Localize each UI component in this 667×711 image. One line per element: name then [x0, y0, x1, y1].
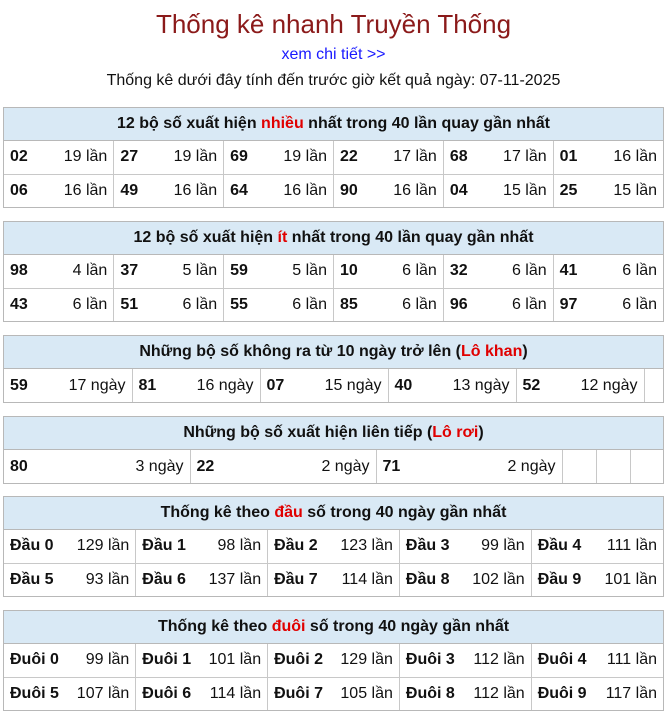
- occurrence-count: 111 lần: [606, 651, 657, 669]
- duoi-section: [3, 610, 664, 711]
- table-row: [4, 288, 663, 321]
- lo-number: 90: [333, 174, 366, 207]
- empty-cell: [644, 369, 667, 402]
- head-digit-label: Đầu 2: [268, 530, 330, 563]
- lo-number: 06: [4, 174, 37, 207]
- section-header: Thống kê theo đầu số trong 40 ngày gần nhất: [4, 497, 663, 530]
- tail-digit-label: Đuôi 9: [531, 677, 593, 710]
- occurrence-count: 93 lần: [66, 563, 136, 596]
- least-frequent-table: [4, 255, 663, 321]
- occurrence-count: 99 lần: [85, 651, 130, 669]
- occurrence-count: 19 lần: [173, 148, 218, 166]
- head-digit-label: Đầu 3: [399, 530, 461, 563]
- tail-digit-label: Đuôi 3: [399, 644, 461, 677]
- duoi-table: [4, 644, 663, 710]
- occurrence-count: 16 lần: [147, 174, 224, 207]
- occurrence-count: 101 lần: [593, 563, 663, 596]
- lo-number: 71: [376, 450, 416, 483]
- most-frequent-section: [3, 107, 664, 208]
- table-row: [4, 369, 667, 402]
- least-frequent-section: [3, 221, 664, 322]
- occurrence-count: 16 lần: [613, 148, 657, 166]
- occurrence-count: 19 lần: [283, 148, 327, 166]
- occurrence-count: 6 lần: [476, 288, 553, 321]
- head-digit-label: Đầu 0: [10, 537, 54, 555]
- occurrence-count: 117 lần: [593, 677, 663, 710]
- table-row: [4, 174, 663, 207]
- head-digit-label: Đầu 8: [399, 563, 461, 596]
- empty-cell: [596, 450, 630, 483]
- occurrence-count: 123 lần: [340, 537, 393, 555]
- lo-number: 10: [333, 255, 366, 288]
- day-count: 15 ngày: [324, 376, 382, 394]
- occurrence-count: 5 lần: [292, 262, 327, 280]
- lo-number: 27: [114, 141, 147, 174]
- lo-number: 32: [443, 255, 476, 288]
- occurrence-count: 16 lần: [366, 174, 443, 207]
- tail-digit-label: Đuôi 1: [136, 644, 198, 677]
- day-count: 3 ngày: [135, 457, 184, 475]
- section-header: Những bộ số không ra từ 10 ngày trở lên (Lô khan): [4, 336, 663, 369]
- most-frequent-table: [4, 141, 663, 207]
- tail-digit-label: Đuôi 8: [399, 677, 461, 710]
- dau-table: [4, 530, 663, 596]
- occurrence-count: 16 lần: [37, 174, 114, 207]
- occurrence-count: 111 lần: [606, 537, 657, 555]
- occurrence-count: 16 lần: [256, 174, 333, 207]
- lo-khan-section: [3, 335, 664, 403]
- table-row: [4, 563, 663, 596]
- dau-section: [3, 496, 664, 597]
- page-title: Thống kê nhanh Truyền Thống: [155, 9, 512, 39]
- lo-roi-section: [3, 416, 664, 484]
- lo-number: 22: [190, 450, 230, 483]
- lo-number: 59: [224, 255, 257, 288]
- occurrence-count: 98 lần: [217, 537, 262, 555]
- lo-number: 43: [4, 288, 37, 321]
- tail-digit-label: Đuôi 7: [268, 677, 330, 710]
- head-digit-label: Đầu 9: [531, 563, 593, 596]
- occurrence-count: 6 lần: [366, 288, 443, 321]
- table-row: [4, 141, 663, 174]
- section-header: Những bộ số xuất hiện liên tiếp (Lô rơi): [4, 417, 663, 450]
- lo-number: 52: [516, 369, 556, 402]
- occurrence-count: 114 lần: [198, 677, 268, 710]
- occurrence-count: 6 lần: [256, 288, 333, 321]
- lo-number: 97: [553, 288, 586, 321]
- occurrence-count: 114 lần: [329, 563, 399, 596]
- occurrence-count: 15 lần: [586, 174, 663, 207]
- occurrence-count: 102 lần: [461, 563, 531, 596]
- page-subtitle: Thống kê dưới đây tính đến trước giờ kết quả ngày: 07-11-2025: [106, 72, 561, 89]
- head-digit-label: Đầu 6: [136, 563, 198, 596]
- detail-link[interactable]: xem chi tiết >>: [281, 46, 386, 63]
- lo-number: 59: [10, 376, 28, 394]
- tail-digit-label: Đuôi 2: [268, 644, 330, 677]
- table-row: [4, 644, 663, 677]
- lo-number: 81: [132, 369, 172, 402]
- empty-cell: [562, 450, 596, 483]
- section-header: Thống kê theo đuôi số trong 40 ngày gần nhất: [4, 611, 663, 644]
- occurrence-count: 5 lần: [182, 262, 218, 280]
- table-row: [4, 530, 663, 563]
- lo-number: 64: [224, 174, 257, 207]
- lo-number: 69: [224, 141, 257, 174]
- lo-roi-table: [4, 450, 663, 483]
- lo-number: 49: [114, 174, 147, 207]
- occurrence-count: 99 lần: [481, 537, 525, 555]
- occurrence-count: 6 lần: [586, 288, 663, 321]
- day-count: 16 ngày: [196, 376, 254, 394]
- lo-khan-table: [4, 369, 667, 402]
- lo-number: 02: [10, 148, 28, 166]
- occurrence-count: 112 lần: [461, 677, 531, 710]
- head-digit-label: Đầu 4: [531, 530, 593, 563]
- empty-cell: [630, 450, 663, 483]
- occurrence-count: 129 lần: [340, 651, 393, 669]
- tail-digit-label: Đuôi 5: [4, 677, 66, 710]
- lo-number: 96: [443, 288, 476, 321]
- occurrence-count: 6 lần: [511, 262, 547, 280]
- occurrence-count: 112 lần: [473, 651, 525, 669]
- day-count: 12 ngày: [580, 376, 638, 394]
- lo-number: 01: [553, 141, 586, 174]
- day-count: 17 ngày: [68, 376, 126, 394]
- head-digit-label: Đầu 1: [136, 530, 198, 563]
- occurrence-count: 15 lần: [476, 174, 553, 207]
- head-digit-label: Đầu 5: [4, 563, 66, 596]
- tail-digit-label: Đuôi 4: [531, 644, 593, 677]
- section-header: 12 bộ số xuất hiện nhiều nhất trong 40 lần quay gần nhất: [4, 108, 663, 141]
- occurrence-count: 6 lần: [147, 288, 224, 321]
- table-row: [4, 450, 663, 483]
- lo-number: 51: [114, 288, 147, 321]
- lo-number: 55: [224, 288, 257, 321]
- occurrence-count: 4 lần: [72, 262, 108, 280]
- section-header: 12 bộ số xuất hiện ít nhất trong 40 lần quay gần nhất: [4, 222, 663, 255]
- occurrence-count: 6 lần: [402, 262, 437, 280]
- day-count: 2 ngày: [321, 457, 370, 475]
- tail-digit-label: Đuôi 0: [10, 651, 59, 669]
- table-row: [4, 255, 663, 288]
- head-digit-label: Đầu 7: [268, 563, 330, 596]
- occurrence-count: 105 lần: [329, 677, 399, 710]
- day-count: 13 ngày: [452, 376, 510, 394]
- occurrence-count: 101 lần: [208, 651, 262, 669]
- lo-number: 25: [553, 174, 586, 207]
- occurrence-count: 137 lần: [198, 563, 268, 596]
- occurrence-count: 19 lần: [63, 148, 108, 166]
- occurrence-count: 107 lần: [66, 677, 136, 710]
- occurrence-count: 17 lần: [393, 148, 437, 166]
- day-count: 2 ngày: [507, 457, 556, 475]
- lo-number: 40: [388, 369, 428, 402]
- tail-digit-label: Đuôi 6: [136, 677, 198, 710]
- occurrence-count: 6 lần: [622, 262, 657, 280]
- page-header: [0, 0, 667, 92]
- lo-number: 80: [10, 457, 28, 475]
- lo-number: 85: [333, 288, 366, 321]
- occurrence-count: 6 lần: [37, 288, 114, 321]
- lo-number: 04: [443, 174, 476, 207]
- table-row: [4, 677, 663, 710]
- lo-number: 22: [333, 141, 366, 174]
- lo-number: 41: [553, 255, 586, 288]
- lo-number: 37: [114, 255, 147, 288]
- occurrence-count: 17 lần: [503, 148, 547, 166]
- occurrence-count: 129 lần: [76, 537, 130, 555]
- lo-number: 98: [10, 262, 28, 280]
- lo-number: 07: [260, 369, 300, 402]
- lo-number: 68: [443, 141, 476, 174]
